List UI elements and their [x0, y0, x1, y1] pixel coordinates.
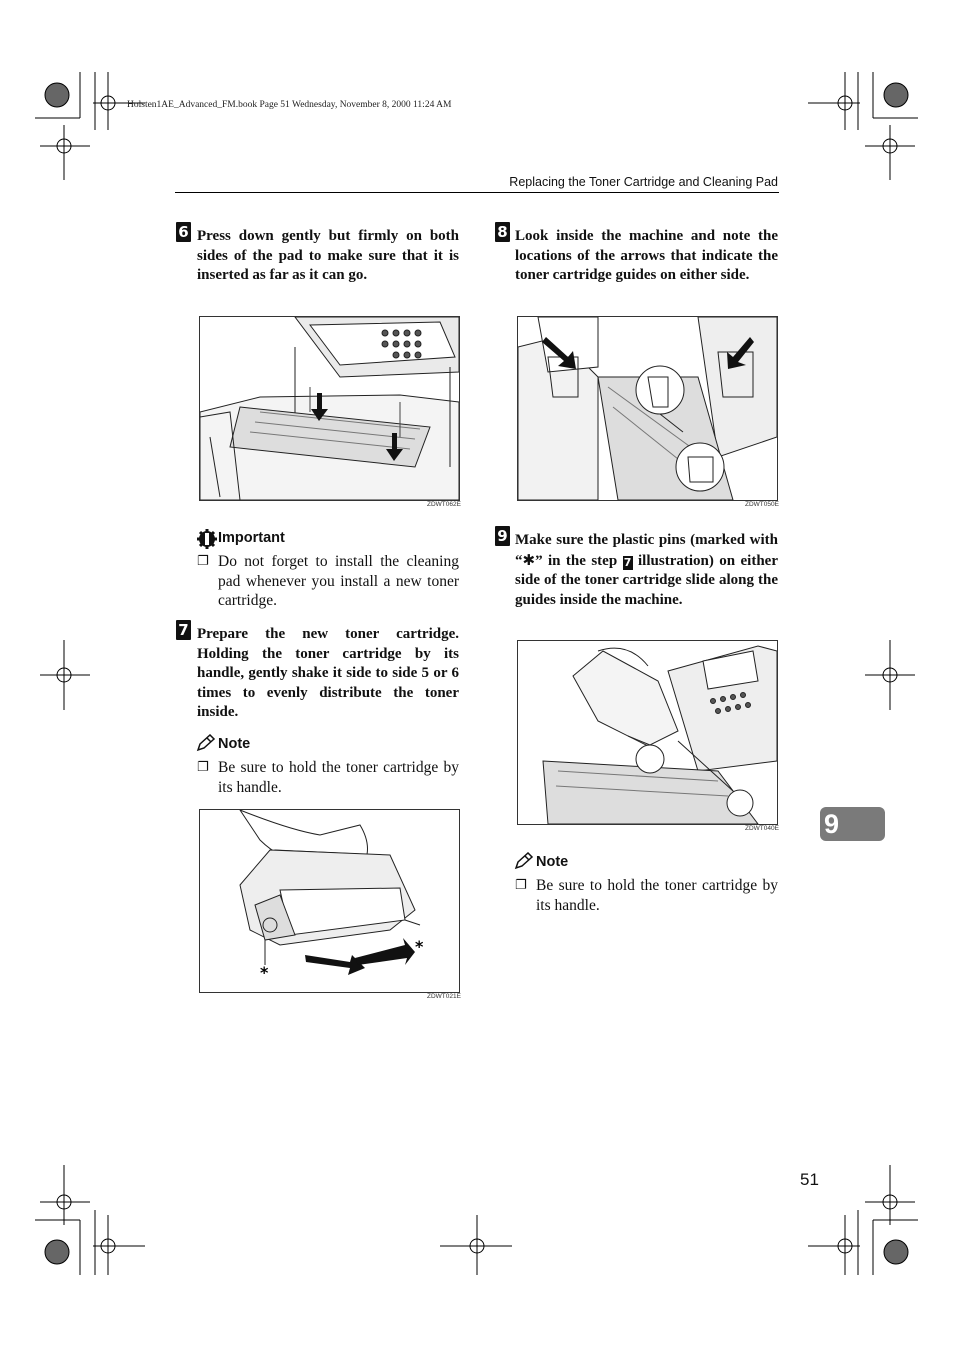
- asterisk-icon: ✱: [522, 550, 536, 569]
- step-7-note-heading: Note: [218, 736, 251, 752]
- step-9-note-heading: Note: [536, 854, 569, 870]
- step-6-text: Press down gently but firmly on both sides of the pad to make sure that it is inserted as far as it can go.: [197, 228, 459, 283]
- running-head: Replacing the Toner Cartridge and Cleaning Pad: [509, 175, 778, 189]
- important-gear-icon: [197, 529, 217, 549]
- machine-illustration: [200, 317, 459, 500]
- figure-pad-insertion: [199, 316, 460, 501]
- step-8-number: 8: [495, 222, 510, 242]
- step-9-text-a: Make sure the plastic pins (marked with “: [515, 532, 778, 569]
- pencil-icon: [514, 852, 534, 870]
- figure-cartridge-guides: [517, 316, 778, 501]
- step-7-number: 7: [176, 620, 191, 640]
- step-7-note-text: Be sure to hold the toner cartridge by its handle.: [218, 759, 459, 796]
- insertion-illustration: [518, 641, 777, 824]
- cartridge-illustration: [200, 810, 459, 992]
- figure-shake-cartridge: [199, 809, 460, 993]
- step-8-text: Look inside the machine and note the locations of the arrows that indicate the toner cartridge guides on either side.: [515, 228, 778, 283]
- step-9-text-b: ” in the step: [535, 552, 623, 569]
- checkbox-icon: ❐: [197, 760, 209, 775]
- figure-id-050: ZDWT050E: [745, 501, 779, 508]
- step-9-text-c: illustration) on either side of the toner cartridge slide along the guides inside the machine.: [515, 552, 779, 608]
- step-9-note-text: Be sure to hold the toner cartridge by its handle.: [536, 877, 778, 914]
- step-9-note-bullet: [515, 876, 778, 915]
- figure-insert-cartridge: [517, 640, 778, 825]
- checkbox-icon: ❐: [197, 554, 209, 569]
- page-number: 51: [800, 1170, 819, 1189]
- important-heading: Important: [218, 530, 285, 546]
- step-ref-number: 7: [623, 555, 632, 569]
- step-7-text: Prepare the new toner cartridge. Holding the toner cartridge by its handle, gently shake it side to side 5 or 6 times to evenly distribute the toner inside.: [197, 626, 459, 720]
- step-6-number: 6: [176, 222, 191, 242]
- chapter-tab: 9: [820, 807, 885, 841]
- guides-illustration: [518, 317, 777, 500]
- figure-id-021: ZDWT021E: [427, 993, 461, 1000]
- figure-id-040: ZDWT040E: [745, 825, 779, 832]
- asterisk-icon: *: [260, 963, 269, 982]
- important-bullet: [197, 552, 459, 611]
- step-9-number: 9: [495, 526, 510, 546]
- header-rule: [175, 192, 779, 193]
- step-7-note-bullet: [197, 758, 459, 797]
- step-9-text: [515, 531, 778, 610]
- file-header: Holsten1AE_Advanced_FM.book Page 51 Wednesday, November 8, 2000 11:24 AM: [127, 100, 452, 110]
- pencil-icon: [196, 734, 216, 752]
- figure-id-062: ZDWT062E: [427, 501, 461, 508]
- important-bullet-text: Do not forget to install the cleaning pad whenever you install a new toner cartridge.: [218, 553, 459, 609]
- checkbox-icon: ❐: [515, 878, 527, 893]
- asterisk-icon: *: [415, 937, 424, 956]
